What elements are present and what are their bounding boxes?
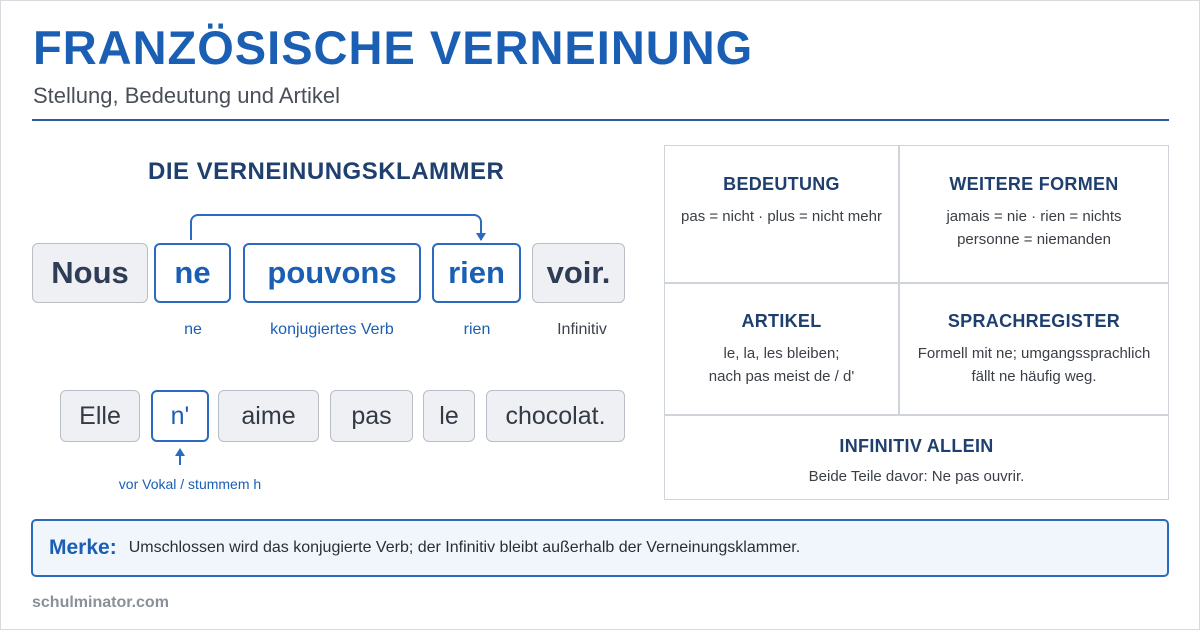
word-aime: aime [218,390,319,442]
word-le: le [423,390,475,442]
note-vokal: vor Vokal / stummem h [118,476,262,492]
word-nous: Nous [32,243,148,303]
word-chocolat: chocolat. [486,390,625,442]
cell-weitere-formen [900,174,1168,251]
grid-divider-h1 [665,282,1168,284]
merke-box [31,519,1169,577]
word-elle: Elle [60,390,140,442]
merke-text: Umschlossen wird das konjugierte Verb; der Infinitiv bleibt außerhalb der Verneinungsklammer. [128,539,801,556]
word-rien: rien [432,243,521,303]
label-ne: ne [184,321,202,338]
word-ne: ne [154,243,231,303]
text-register-line2: fällt ne häufig weg. [971,368,1097,385]
footer-site: schulminator.com [32,594,169,611]
header-divider [32,119,1169,121]
heading-sprachregister: SPRACHREGISTER [947,311,1121,331]
text-artikel-line1: le, la, les bleiben; [723,345,840,362]
up-arrow-stem [179,455,181,465]
cell-artikel [665,311,898,388]
text-infinitiv-allein: Beide Teile davor: Ne pas ouvrir. [808,468,1025,485]
word-voir: voir. [532,243,625,303]
label-konjugiertes-verb: konjugiertes Verb [270,321,394,338]
klammer-heading: DIE VERNEINUNGSKLAMMER [148,158,505,185]
grid-divider-h2 [665,414,1168,416]
cell-sprachregister [900,311,1168,388]
page-subtitle: Stellung, Bedeutung und Artikel [33,83,341,108]
word-n-apostrophe: n' [151,390,209,442]
heading-artikel: ARTIKEL [741,311,822,331]
heading-weitere-formen: WEITERE FORMEN [949,174,1119,194]
klammer-bracket [190,214,482,240]
heading-bedeutung: BEDEUTUNG [723,174,840,194]
label-rien: rien [463,321,491,338]
text-weitere-line2: personne = niemanden [957,231,1111,248]
page-title: FRANZÖSISCHE VERNEINUNG [33,21,754,74]
text-register-line1: Formell mit ne; umgangssprachlich [917,345,1151,362]
word-pas: pas [330,390,413,442]
text-bedeutung: pas = nicht · plus = nicht mehr [681,208,882,225]
cell-bedeutung [665,174,898,228]
bracket-arrow-icon [476,233,486,241]
heading-infinitiv-allein: INFINITIV ALLEIN [839,436,994,456]
merke-label: Merke: [49,536,117,559]
label-infinitiv: Infinitiv [557,321,607,338]
word-pouvons: pouvons [243,243,421,303]
text-artikel-line2: nach pas meist de / d' [708,368,855,385]
text-weitere-line1: jamais = nie · rien = nichts [946,208,1122,225]
info-grid [664,145,1169,500]
cell-infinitiv-allein [665,436,1168,488]
